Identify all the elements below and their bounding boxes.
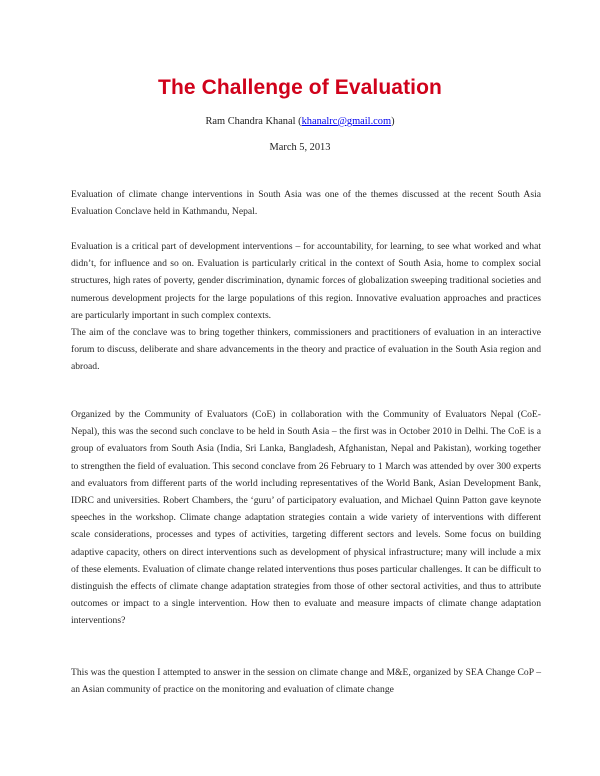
paragraph-session — [71, 664, 541, 698]
byline-close-paren: ) — [391, 116, 395, 127]
author-name: Ram Chandra Khanal — [205, 116, 296, 127]
document-title: The Challenge of Evaluation — [158, 76, 442, 99]
paragraph-text: Evaluation of climate change interventions in South Asia was one of the themes discussed at the recent South Asia Evaluation Conclave held in Kathmandu, Nepal. — [71, 189, 541, 218]
paragraph-text: The aim of the conclave was to bring together thinkers, commissioners and practitioners of evaluation in an interactive forum to discuss, deliberate and share advancements in the theory and practice of evaluation in the South Asia region and abroad. — [71, 327, 541, 373]
byline-open-paren: ( — [295, 116, 302, 127]
author-email-link[interactable]: khanalrc@gmail.com — [301, 116, 392, 127]
paragraph-text: Evaluation is a critical part of development interventions – for accountability, for learning, to see what worked and what didn’t, for influence and so on. Evaluation is particularly critical in the context of South Asia, home to complex social structures, high rates of poverty, gender discrimination, dynamic forces of globalization sweeping traditional societies and numerous development projects for the large populations of this region. Innovative evaluation approaches and practices are particularly important in such complex contexts. — [71, 241, 541, 321]
paragraph-organization — [71, 406, 541, 630]
paragraph-conclave-aim — [71, 324, 541, 376]
document-date: March 5, 2013 — [269, 142, 331, 153]
paragraph-text: Organized by the Community of Evaluators (CoE) in collaboration with the Community of Evaluators Nepal (CoE-Nepal), this was the second such conclave to be held in South Asia – the first was in October 2010 in Delhi. The CoE is a group of evaluators from South Asia (India, Sri Lanka, Bangladesh, Afghanistan, Nepal and Pakistan), working together to strengthen the field of evaluation. This second conclave from 26 February to 1 March was attended by over 300 experts and evaluators from different parts of the world including representatives of the World Bank, Asian Development Bank, IDRC and universities. Robert Chambers, the ‘guru’ of participatory evaluation, and Michael Quinn Patton gave keynote speeches in the workshop. Climate change adaptation strategies contain a wide variety of interventions with different scale considerations, processes and types of activities, targeting different sectors and levels. Some focus on building adaptive capacity, others on direct interventions such as development of physical infrastructure; many will include a mix of these elements. Evaluation of climate change related interventions thus poses particular challenges. It can be difficult to distinguish the effects of climate change adaptation strategies from those of other sectoral activities, and thus to attribute outcomes or impact to a single intervention. How then to evaluate and measure impacts of climate change adaptation interventions? — [71, 409, 541, 627]
paragraph-evaluation-importance — [71, 238, 541, 324]
author-byline — [0, 116, 600, 127]
paragraph-text: This was the question I attempted to answer in the session on climate change and M&E, organized by SEA Change CoP – an Asian community of practice on the monitoring and evaluation of climate change — [71, 667, 541, 696]
paragraph-intro — [71, 186, 541, 220]
